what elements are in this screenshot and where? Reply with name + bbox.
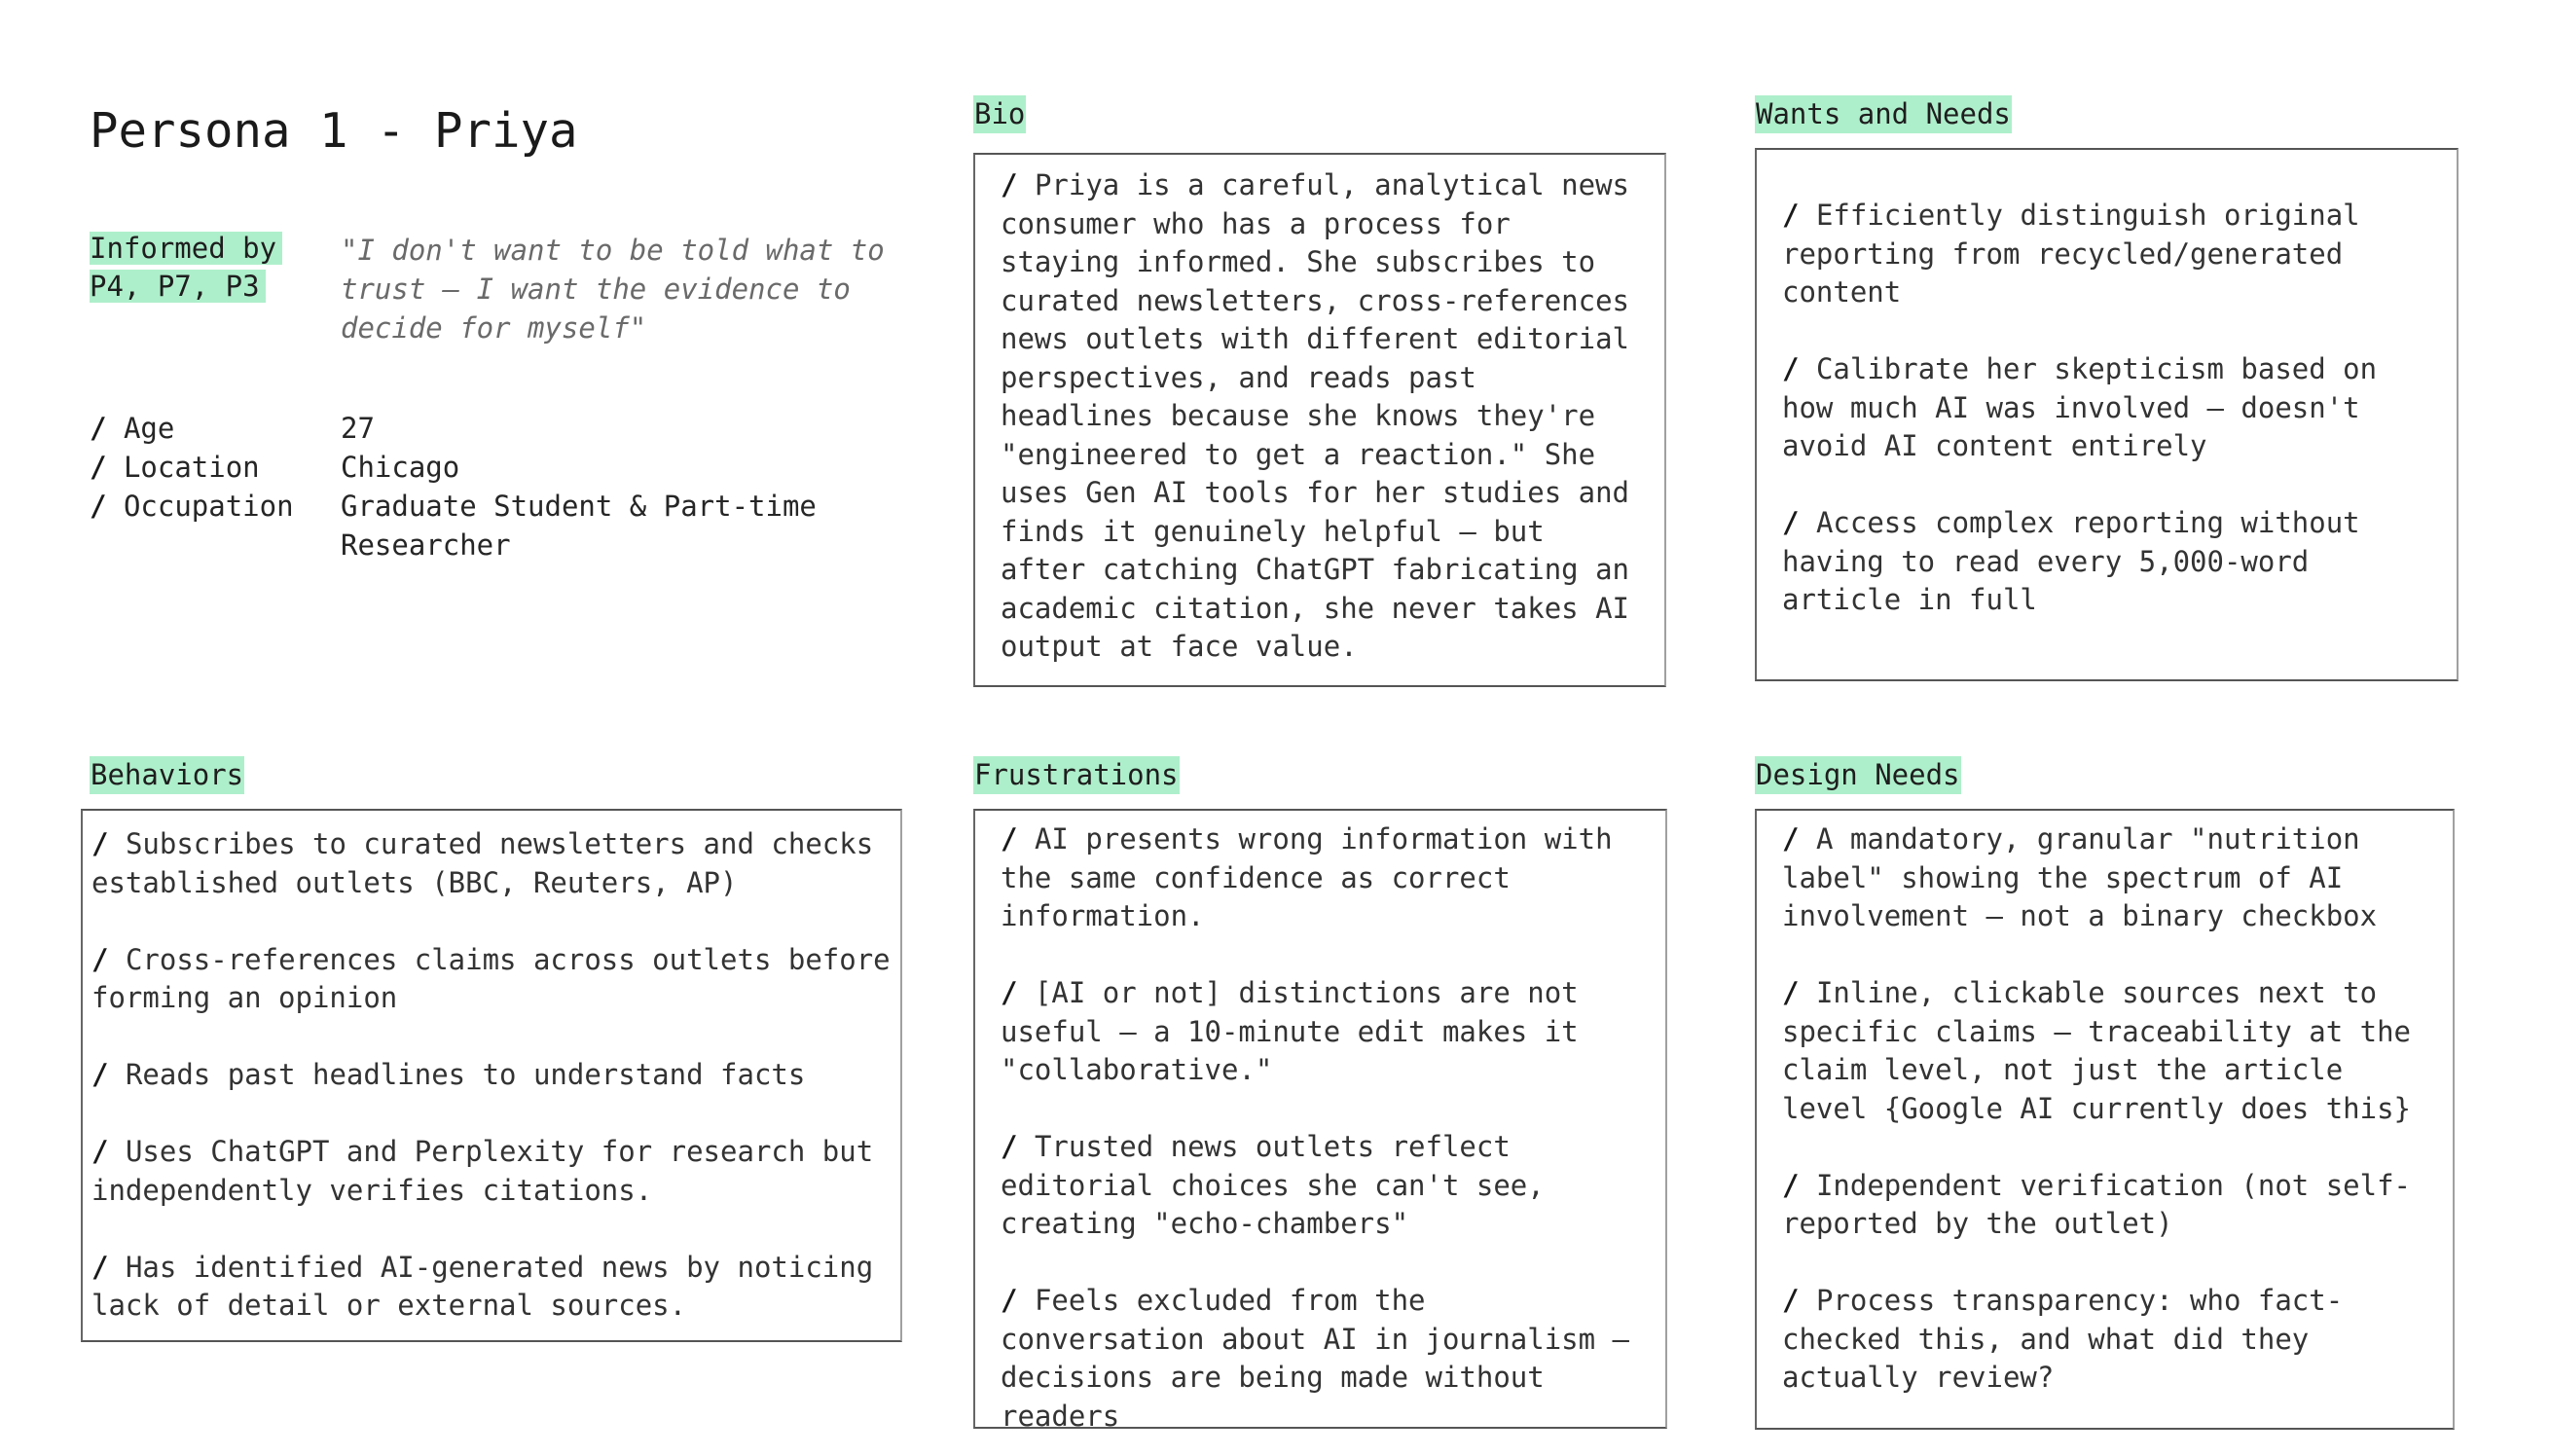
bio-paragraph: / Priya is a careful, analytical news consumer who has a process for staying informed. She subscribes to curated newsletters, cross-references news outlets with different editorial perspectives, and reads past headlines because she knows they're "engineered to get a reaction." She uses Gen AI tools for her studies and finds it genuinely helpful — but after catching ChatGPT fabricating an academic citation, she never takes AI output at face value.: [1001, 168, 1630, 663]
list-item: / Inline, clickable sources next to specific claims — traceability at the claim level, not just the article level {Google AI currently does this}: [1782, 976, 2412, 1125]
section-label-design-needs: Design Needs: [1755, 756, 1961, 794]
demographic-value: 27: [341, 412, 375, 445]
slash-bullet-icon: /: [91, 827, 109, 860]
slash-bullet-icon: /: [1001, 168, 1018, 201]
informed-by-text: Informed by P4, P7, P3: [90, 232, 282, 303]
list-item: / Efficiently distinguish original reporting from recycled/generated content: [1782, 199, 2360, 309]
list-item: / Process transparency: who fact-checked this, and what did they actually review?: [1782, 1284, 2344, 1394]
design-needs-card: [1755, 809, 2455, 1430]
slash-bullet-icon: /: [91, 1135, 109, 1168]
frustrations-card: [973, 809, 1667, 1433]
slash-bullet-icon: /: [1782, 352, 1800, 385]
slash-bullet-icon: /: [91, 1058, 109, 1091]
demographic-value: Graduate Student & Part-time Researcher: [341, 490, 817, 562]
demographic-label: / Occupation: [90, 490, 294, 523]
bio-card: [973, 153, 1666, 687]
list-item: / Trusted news outlets reflect editorial choices she can't see, creating "echo-chambers": [1001, 1130, 1545, 1240]
section-label-bio: Bio: [973, 95, 1026, 133]
section-label-behaviors: Behaviors: [90, 756, 244, 794]
slash-bullet-icon: /: [90, 451, 107, 484]
slash-bullet-icon: /: [1001, 1284, 1018, 1317]
demographic-value: Chicago: [341, 451, 460, 484]
slash-bullet-icon: /: [1782, 1284, 1800, 1317]
slash-bullet-icon: /: [1001, 1130, 1018, 1163]
wants-needs-card: [1755, 148, 2459, 681]
page-title: Persona 1 - Priya: [90, 103, 578, 159]
list-item: / Has identified AI-generated news by noticing lack of detail or external sources.: [91, 1250, 874, 1322]
list-item: / Subscribes to curated newsletters and checks established outlets (BBC, Reuters, AP): [91, 827, 874, 899]
persona-quote: "I don't want to be told what to trust — I want the evidence to decide for myself": [341, 234, 885, 345]
list-item: / Independent verification (not self-reported by the outlet): [1782, 1168, 2412, 1240]
slash-bullet-icon: /: [91, 1250, 109, 1284]
slash-bullet-icon: /: [1782, 976, 1800, 1009]
slash-bullet-icon: /: [1782, 506, 1800, 539]
slash-bullet-icon: /: [1782, 199, 1800, 232]
list-item: / Cross-references claims across outlets before forming an opinion: [91, 942, 891, 1014]
slash-bullet-icon: /: [91, 942, 109, 976]
demographic-row-occupation: [90, 487, 886, 564]
informed-by-badge: [90, 230, 299, 306]
slash-bullet-icon: /: [90, 490, 107, 523]
slash-bullet-icon: /: [1782, 822, 1800, 855]
behaviors-card: [81, 809, 902, 1342]
section-label-frustrations: Frustrations: [973, 756, 1180, 794]
list-item: / Uses ChatGPT and Perplexity for research but independently verifies citations.: [91, 1135, 874, 1207]
demographic-row-location: [90, 448, 886, 487]
demographic-label: / Age: [90, 412, 175, 445]
list-item: / AI presents wrong information with the same confidence as correct information.: [1001, 822, 1613, 932]
list-item: / Reads past headlines to understand facts: [91, 1058, 806, 1091]
demographic-label: / Location: [90, 451, 260, 484]
slash-bullet-icon: /: [1001, 822, 1018, 855]
list-item: / A mandatory, granular "nutrition label" showing the spectrum of AI involvement — not a binary checkbox: [1782, 822, 2378, 932]
demographic-row-age: [90, 409, 886, 448]
list-item: / Feels excluded from the conversation about AI in journalism — decisions are being made without readers: [1001, 1284, 1630, 1433]
list-item: / [AI or not] distinctions are not useful — a 10-minute edit makes it "collaborative.": [1001, 976, 1579, 1086]
demographics-list: [90, 409, 886, 564]
slash-bullet-icon: /: [1001, 976, 1018, 1009]
list-item: / Access complex reporting without having to read every 5,000-word article in full: [1782, 506, 2360, 616]
section-label-wants-needs: Wants and Needs: [1755, 95, 2012, 133]
list-item: / Calibrate her skepticism based on how much AI was involved — doesn't avoid AI content entirely: [1782, 352, 2378, 462]
slash-bullet-icon: /: [1782, 1168, 1800, 1202]
slash-bullet-icon: /: [90, 412, 107, 445]
